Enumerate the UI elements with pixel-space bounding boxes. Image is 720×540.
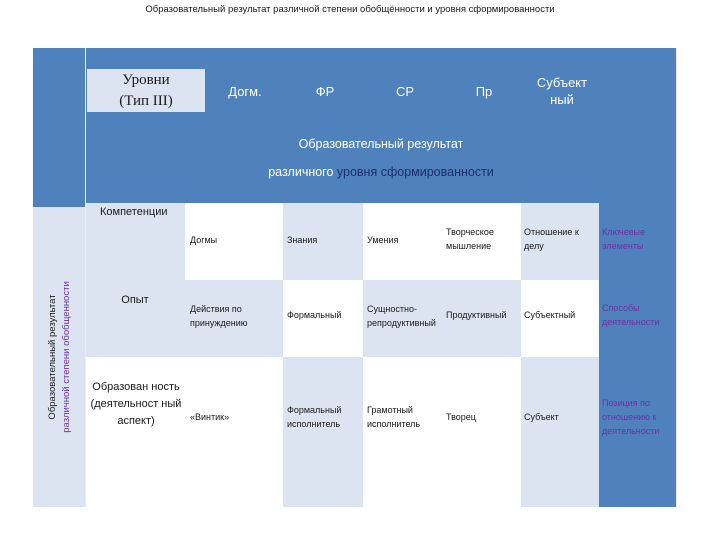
- header-col-sr: СР: [395, 83, 415, 99]
- cell-r3-c3-text: Грамотный исполнитель: [367, 405, 421, 429]
- cell-r3-c1: [185, 357, 283, 507]
- cell-r1-c5-text: Отношение к делу: [524, 227, 579, 251]
- cell-r3-c1-text: «Винтик»: [190, 412, 230, 422]
- levels-line2: (Тип III): [119, 93, 173, 109]
- cell-r2-c4-text: Продуктивный: [446, 310, 507, 320]
- cell-r3-c6-text: Позиция по отношению к деятельности: [602, 398, 660, 436]
- cell-r3-c5-text: Субъект: [524, 412, 559, 422]
- side-caption: [46, 281, 74, 433]
- cell-r3-c5: [521, 357, 599, 507]
- cell-r2-c1-text: Действия по принуждению: [190, 304, 248, 328]
- header-col-fr: ФР: [315, 83, 335, 99]
- page-title: Образовательный результат различной степени обобщённости и уровня сформированности: [145, 4, 555, 15]
- grid-line-right: [676, 48, 677, 507]
- cell-r2-c6-text: Способы деятельности: [602, 303, 660, 327]
- cell-r2-c5-text: Субъектный: [524, 310, 576, 320]
- result-line2-plain: различного: [268, 165, 334, 179]
- levels-line1: Уровни: [122, 72, 170, 88]
- row-label-education: Образован ность (деятельност ный аспект): [90, 381, 182, 427]
- cell-r1-c3-text: Умения: [367, 235, 399, 245]
- result-line1: Образовательный результат: [298, 137, 464, 151]
- cell-r1-c6-text: Ключевые элементы: [602, 227, 645, 251]
- competencies-label: Компетенции: [100, 206, 168, 218]
- row-label-cell-1: [85, 223, 185, 357]
- cell-r3-c4-text: Творец: [446, 412, 476, 422]
- side-line2: различной степени обобщенности: [61, 281, 72, 433]
- top-left-corner: [33, 48, 85, 207]
- grid-line-left: [85, 48, 86, 507]
- cell-r2-c2-text: Формальный: [287, 310, 342, 320]
- header-col-dogm: Догм.: [228, 83, 262, 99]
- cell-r3-c4: [443, 357, 521, 507]
- header-col-subject: Субъект ный: [536, 75, 588, 107]
- levels-label: [87, 70, 205, 112]
- cell-r1-c2-text: Знания: [287, 235, 318, 245]
- header-col-pr: Пр: [475, 83, 493, 99]
- cell-r3-c2-text: Формальный исполнитель: [287, 405, 342, 429]
- cell-r2-c3-text: Сущностно-репродуктивный: [367, 304, 436, 328]
- cell-r3-c2: [283, 357, 363, 507]
- cell-r3-c3: [363, 357, 443, 507]
- cell-r1-c4-text: Творческое мышление: [446, 227, 494, 251]
- side-line1: Образовательный результат: [47, 294, 58, 420]
- cell-r1-c1-text: Догмы: [190, 235, 218, 245]
- result-line2: [85, 158, 677, 186]
- result-line2-highlight: уровня сформированности: [336, 165, 494, 179]
- row-label-experience: Опыт: [121, 294, 149, 306]
- result-caption: [85, 130, 677, 186]
